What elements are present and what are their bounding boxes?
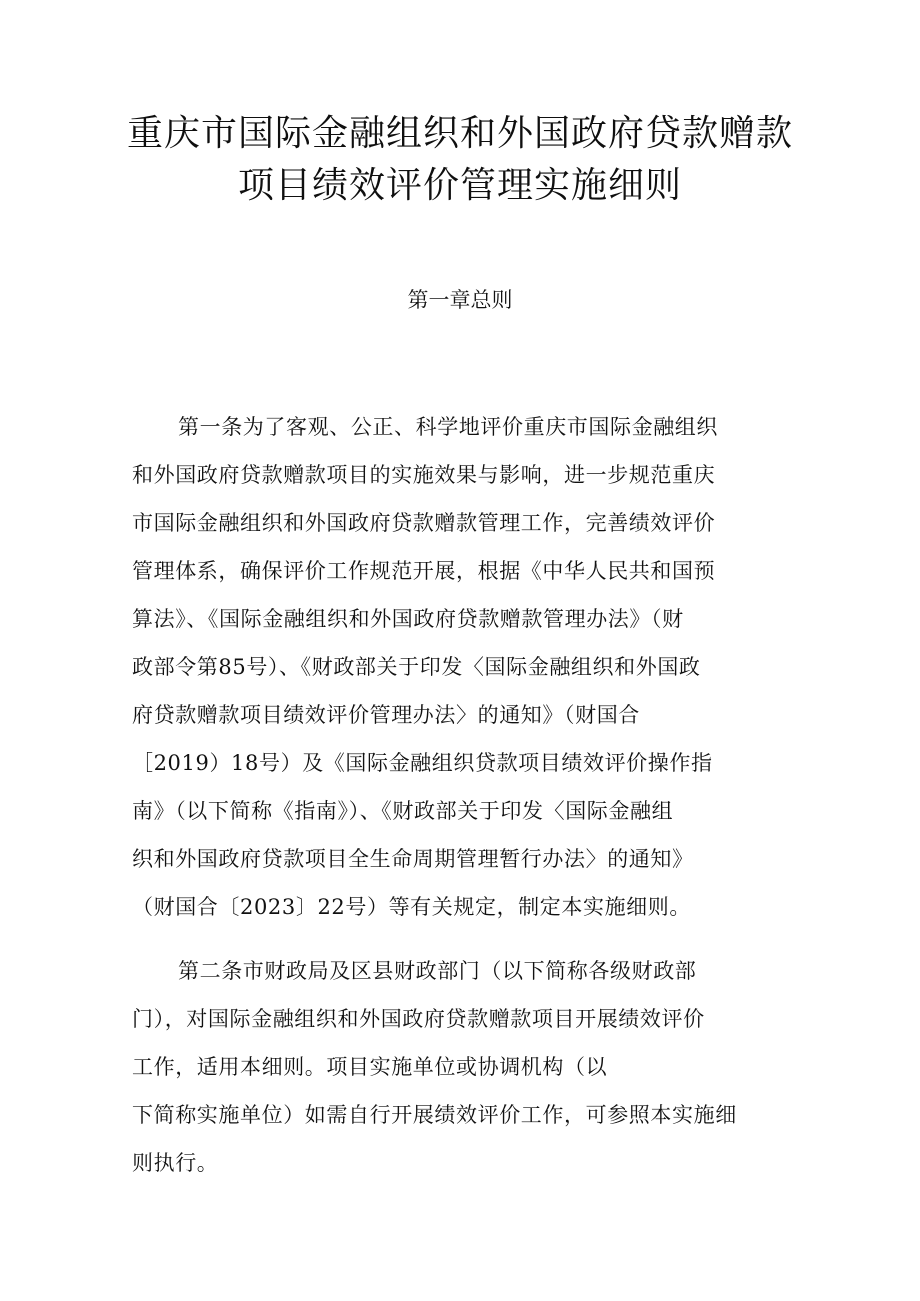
article-2-line: 下简称实施单位）如需自行开展绩效评价工作，可参照本实施细 xyxy=(132,1103,737,1127)
article-2-line: 门），对国际金融组织和外国政府贷款赠款项目开展绩效评价 xyxy=(132,1007,705,1031)
article-1-line: ［2019）18号）及《国际金融组织贷款项目绩效评价操作指 xyxy=(132,751,713,775)
chapter-heading: 第一章总则 xyxy=(407,288,513,312)
article-1-line: 织和外国政府贷款项目全生命周期管理暂行办法〉的通知》 xyxy=(132,847,694,871)
article-1-line: （财国合〔2023〕22号）等有关规定，制定本实施细则。 xyxy=(132,895,691,919)
article-1-line: 南》（以下简称《指南》）、《财政部关于印发〈国际金融组 xyxy=(132,799,674,823)
article-1-line: 第一条为了客观、公正、科学地评价重庆市国际金融组织 xyxy=(178,415,718,439)
article-2-line: 工作，适用本细则。项目实施单位或协调机构（以 xyxy=(132,1055,608,1079)
article-1-line: 府贷款赠款项目绩效评价管理办法〉的通知》（财国合 xyxy=(132,703,640,727)
article-2-line: 则执行。 xyxy=(132,1151,219,1175)
article-1-line: 管理体系，确保评价工作规范开展，根据《中华人民共和国预 xyxy=(132,559,716,583)
article-1-line: 和外国政府贷款赠款项目的实施效果与影响，进一步规范重庆 xyxy=(132,463,716,487)
title-line-2: 项目绩效评价管理实施细则 xyxy=(237,165,682,206)
article-1-line: 算法》、《国际金融组织和外国政府贷款赠款管理办法》（财 xyxy=(132,607,684,631)
document-title xyxy=(0,108,920,212)
article-1-line: 市国际金融组织和外国政府贷款赠款管理工作，完善绩效评价 xyxy=(132,511,716,535)
article-2-line: 第二条市财政局及区县财政部门（以下简称各级财政部 xyxy=(178,959,697,983)
article-1-line: 政部令第85号）、《财政部关于印发〈国际金融组织和外国政 xyxy=(132,655,701,679)
title-line-1: 重庆市国际金融组织和外国政府贷款赠款 xyxy=(126,113,793,154)
